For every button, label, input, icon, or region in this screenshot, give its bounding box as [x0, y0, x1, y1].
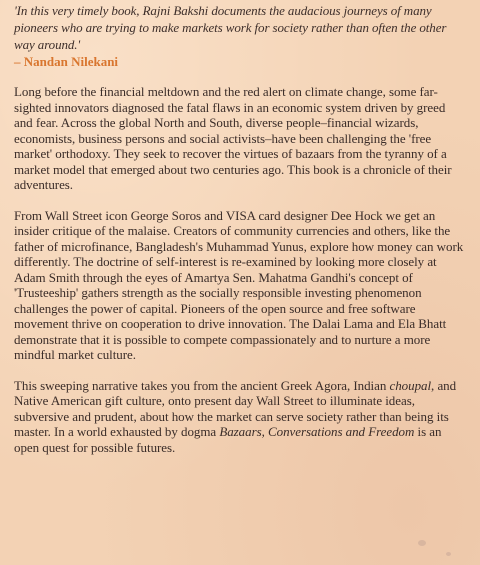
blurb-paragraph-2: From Wall Street icon George Soros and VISA card designer Dee Hock we get an insider critique of the malaise. Creators of community currencies and others, like the father of microfinance, Bangladesh's Muhammad Yunus, explore how money can work differently. The doctrine of self-interest is re-examined by looking more closely at Adam Smith through the eyes of Amartya Sen. Mahatma Gandhi's concept of 'Trusteeship' gathers strength as the socially responsible investing phenomenon challenges the power of capital. Pioneers of the open source and free software movement thrive on cooperation to drive innovation. The Dalai Lama and Ela Bhatt demonstrate that it is possible to compete compassionately and to nurture a more mindful market culture. — [14, 207, 464, 362]
paper-smudge — [446, 552, 451, 556]
blurb-paragraph-3-text-1: This sweeping narrative takes you from the ancient Greek Agora, Indian — [14, 377, 390, 393]
blurb-paragraph-3 — [14, 378, 464, 456]
blurb-paragraph-1: Long before the financial meltdown and the red alert on climate change, some far-sighted innovators diagnosed the fatal flaws in an economic system driven by greed and fear. Across the global North and South, diverse people–financial wizards, economists, business persons and social activists–have been challenging the 'free market' orthodoxy. They seek to recover the virtues of bazaars from the tyranny of a market model that emerged about two centuries ago. This book is a chronicle of their adventures. — [14, 84, 452, 192]
endorsement-attribution: – Nandan Nilekani — [14, 54, 119, 69]
blurb-paragraph-3-text-3: is an open quest for possible futures. — [14, 424, 442, 455]
blurb-paragraph-3-text-2: , and Native American gift culture, onto present day Wall Street to illuminate ideas, subversive and prudent, about how the market can serve society rather than being its master. In a world exhausted by dogma — [14, 377, 457, 439]
paper-smudge — [418, 540, 426, 546]
endorsement-quote: 'In this very timely book, Rajni Bakshi documents the audacious journeys of many pioneers who are trying to make markets work for society rather than often the other way around.' — [14, 3, 447, 52]
blurb-paragraph-3-italic-title: Bazaars, Conversations and Freedom — [219, 424, 415, 439]
blurb-paragraph-3-italic-choupal: choupal — [389, 377, 432, 393]
